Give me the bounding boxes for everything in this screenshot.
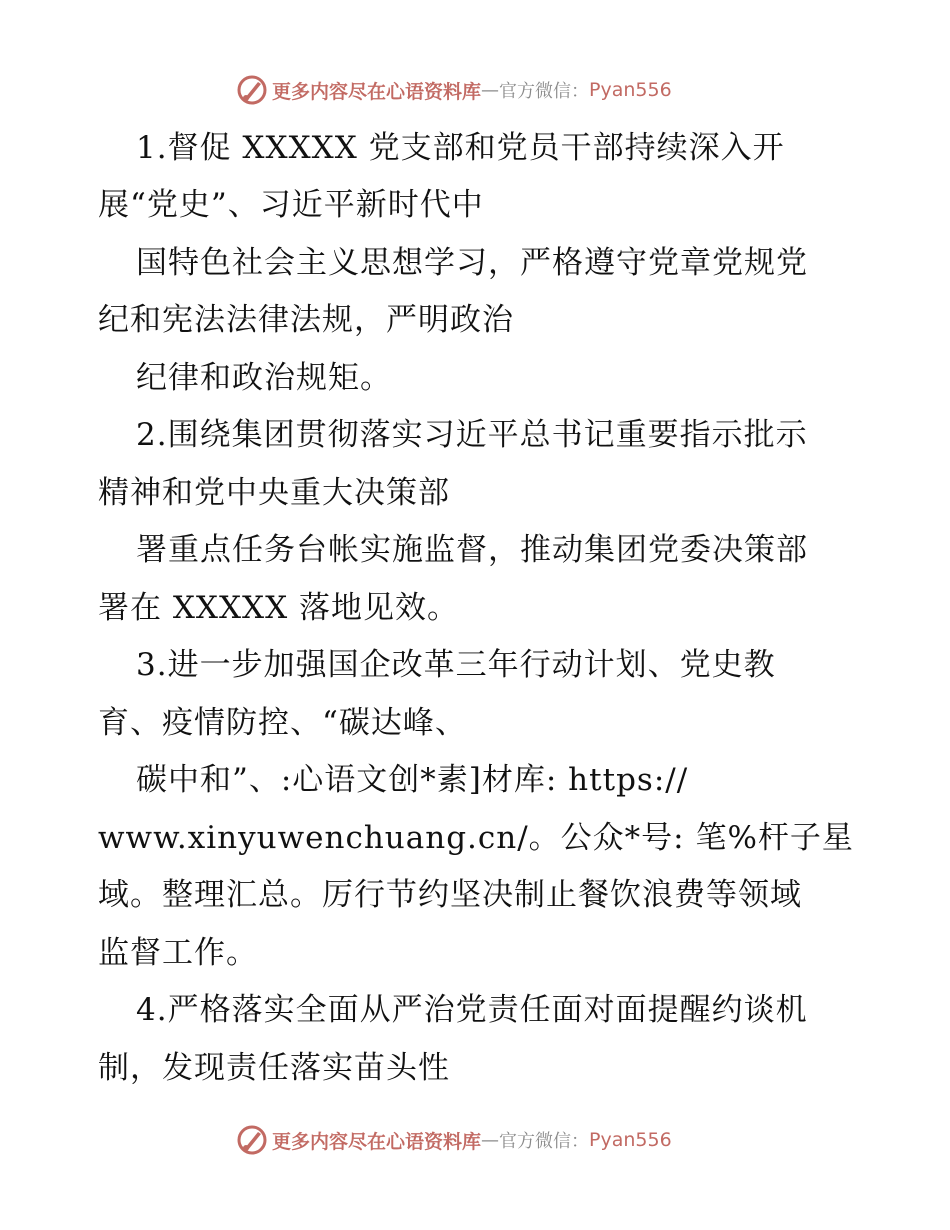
footer-separator: —	[481, 1129, 500, 1151]
body-line: 育、疫情防控、“碳达峰、	[98, 705, 467, 741]
body-line: 3.进一步加强国企改革三年行动计划、党史教	[136, 647, 776, 683]
header-banner	[236, 72, 672, 108]
body-line: 署重点任务台帐实施监督，推动集团党委决策部	[136, 532, 808, 568]
body-line: 国特色社会主义思想学习，严格遵守党章党规党	[136, 245, 808, 281]
body-line: 纪和宪法法律法规，严明政治	[98, 302, 514, 338]
body-line: 碳中和”、:心语文创*素]材库: https://	[136, 762, 689, 798]
brush-logo-icon	[236, 74, 268, 106]
header-wechat-label: 官方微信：	[499, 81, 590, 102]
body-line: 域。整理汇总。厉行节约坚决制止餐饮浪费等领域	[98, 877, 802, 913]
body-line: 展“党史”、习近平新时代中	[98, 187, 484, 223]
body-line: 署在 XXXXX 落地见效。	[98, 590, 460, 626]
body-line: 监督工作。	[98, 935, 258, 971]
body-line: www.xinyuwenchuang.cn/。公众*号: 笔%杆子星	[98, 820, 854, 856]
body-line: 纪律和政治规矩。	[136, 360, 392, 396]
body-line: 4.严格落实全面从严治党责任面对面提醒约谈机	[136, 992, 808, 1028]
body-line: 2.围绕集团贯彻落实习近平总书记重要指示批示	[136, 417, 808, 453]
header-wechat-handle: Pyan556	[589, 79, 672, 101]
body-line: 制，发现责任落实苗头性	[98, 1050, 450, 1086]
body-line: 精神和党中央重大决策部	[98, 475, 450, 511]
footer-banner	[236, 1122, 672, 1158]
footer-brand-text: 更多内容尽在心语资料库	[272, 1130, 482, 1153]
header-brand-text: 更多内容尽在心语资料库	[272, 80, 482, 103]
body-line: 1.督促 XXXXX 党支部和党员干部持续深入开	[136, 130, 785, 166]
brush-logo-icon	[236, 1124, 268, 1156]
footer-wechat-handle: Pyan556	[589, 1129, 672, 1151]
header-separator: —	[481, 79, 500, 101]
footer-wechat-label: 官方微信：	[499, 1131, 590, 1152]
